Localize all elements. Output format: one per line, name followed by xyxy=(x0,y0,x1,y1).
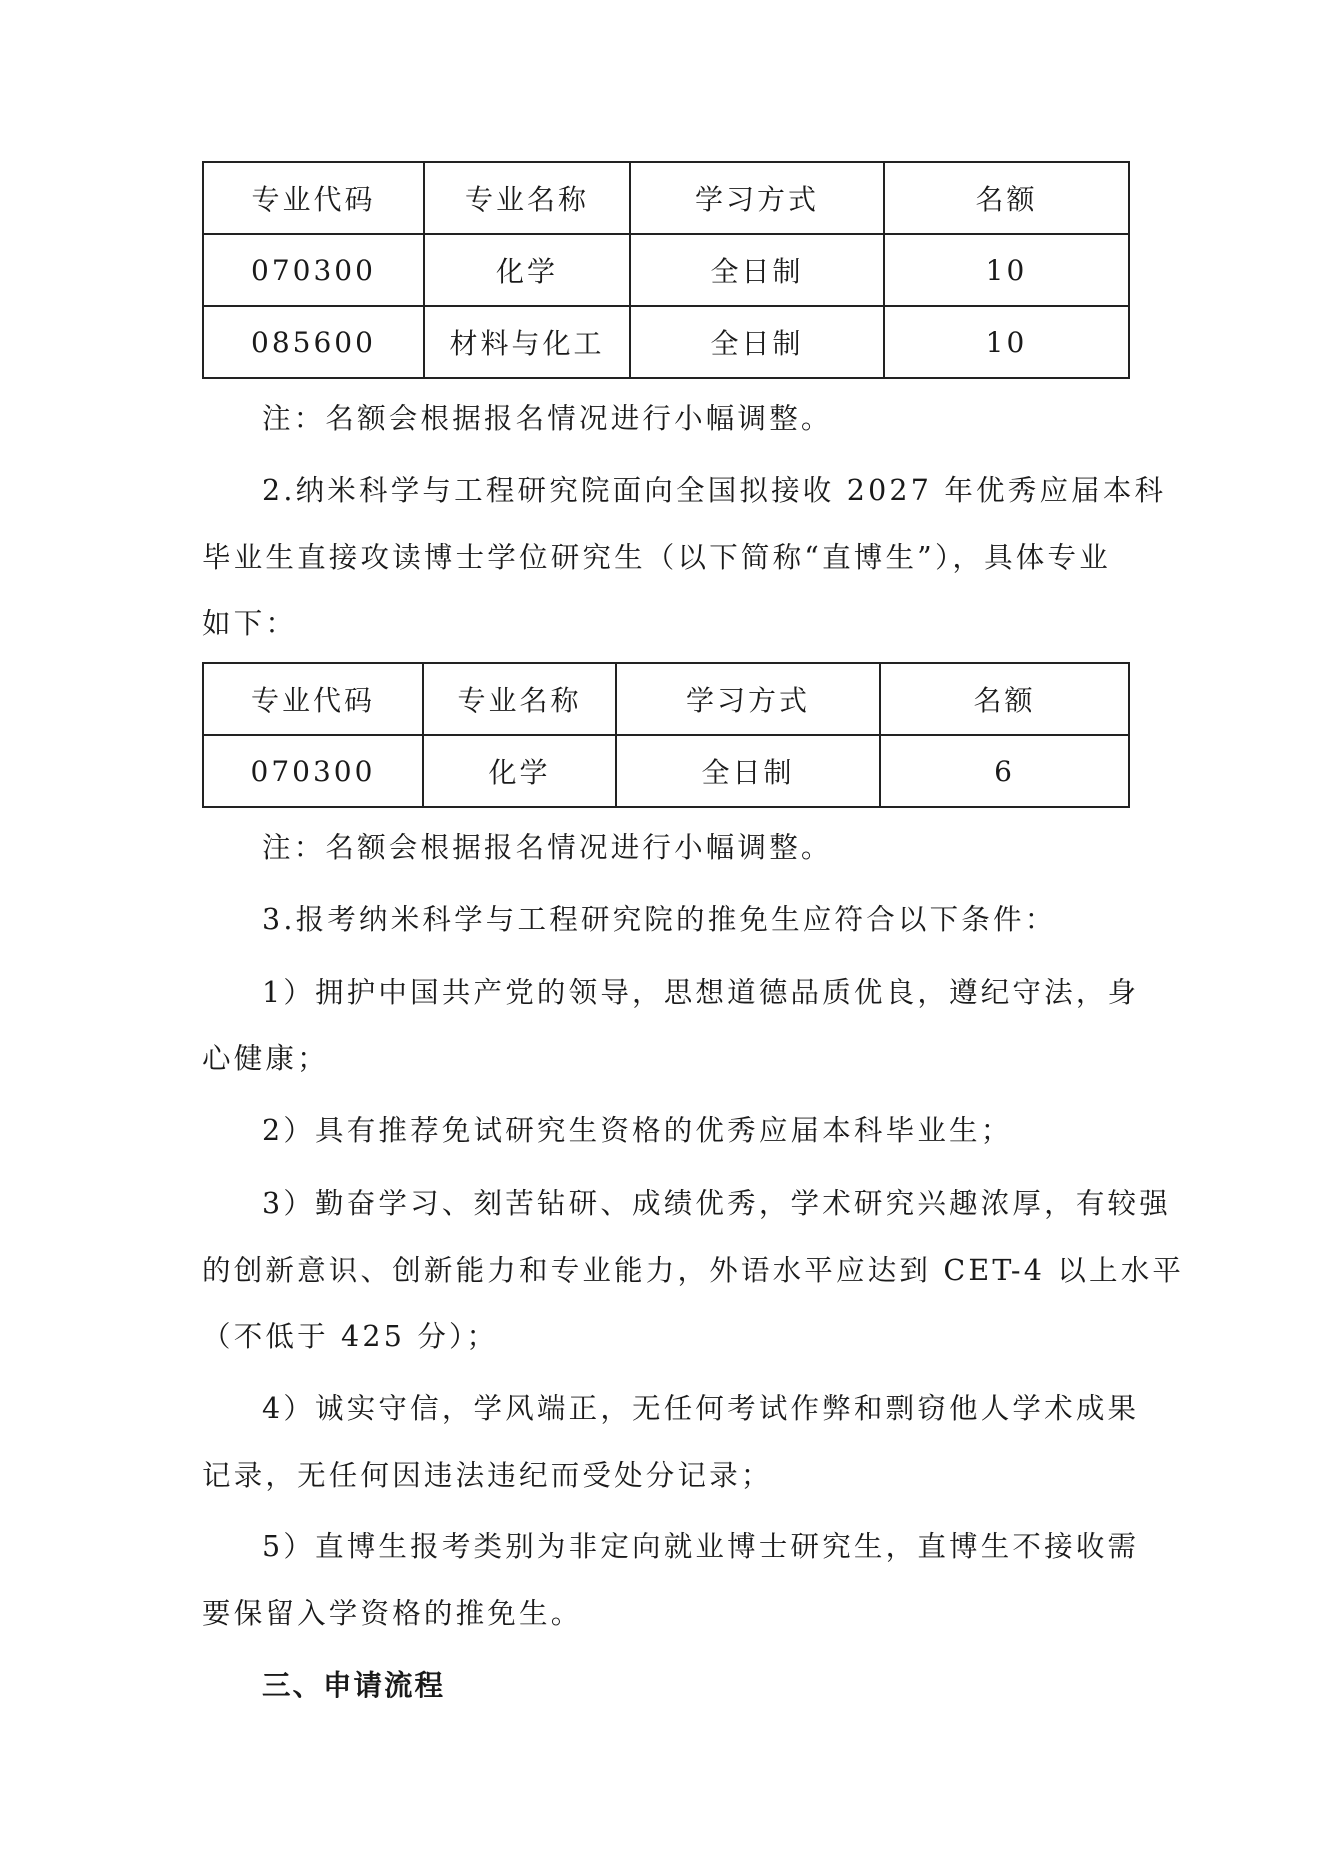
table-cell: 070300 xyxy=(203,735,423,807)
table-cell: 10 xyxy=(884,306,1129,378)
condition-line: 3）勤奋学习、刻苦钻研、成绩优秀，学术研究兴趣浓厚，有较强 xyxy=(262,1187,1171,1220)
condition-line: 记录，无任何因违法违纪而受处分记录； xyxy=(202,1459,773,1492)
header-cell: 学习方式 xyxy=(630,162,884,234)
table-cell: 全日制 xyxy=(630,234,884,306)
paragraph-line: 2.纳米科学与工程研究院面向全国拟接收 2027 年优秀应届本科 xyxy=(262,474,1167,507)
paragraph-line: 毕业生直接攻读博士学位研究生（以下简称“直博生”），具体专业 xyxy=(202,541,1111,574)
table-cell: 全日制 xyxy=(630,306,884,378)
condition-line: 4）诚实守信，学风端正，无任何考试作弊和剽窃他人学术成果 xyxy=(262,1392,1140,1425)
header-cell: 名额 xyxy=(884,162,1129,234)
header-cell: 专业名称 xyxy=(423,663,616,735)
header-cell: 名额 xyxy=(880,663,1129,735)
table-cell: 材料与化工 xyxy=(424,306,630,378)
table-cell: 10 xyxy=(884,234,1129,306)
condition-line: 1）拥护中国共产党的领导，思想道德品质优良，遵纪守法，身 xyxy=(262,976,1140,1009)
table-note: 注：名额会根据报名情况进行小幅调整。 xyxy=(262,831,833,864)
table-row xyxy=(203,234,1129,306)
condition-line: 心健康； xyxy=(202,1042,329,1075)
table-row xyxy=(203,735,1129,807)
condition-line: 2）具有推荐免试研究生资格的优秀应届本科毕业生； xyxy=(262,1114,1013,1147)
header-cell: 专业代码 xyxy=(203,663,423,735)
header-cell: 学习方式 xyxy=(616,663,880,735)
table-cell: 全日制 xyxy=(616,735,880,807)
paragraph-line: 3.报考纳米科学与工程研究院的推免生应符合以下条件： xyxy=(262,903,1057,936)
table-cell: 化学 xyxy=(424,234,630,306)
table-header-row xyxy=(203,663,1129,735)
condition-line: 的创新意识、创新能力和专业能力，外语水平应达到 CET-4 以上水平 xyxy=(202,1254,1185,1287)
header-cell: 专业代码 xyxy=(203,162,424,234)
quota-table-master xyxy=(202,161,1130,379)
condition-line: 5）直博生报考类别为非定向就业博士研究生，直博生不接收需 xyxy=(262,1530,1140,1563)
condition-line: （不低于 425 分）； xyxy=(202,1320,499,1353)
table-cell: 085600 xyxy=(203,306,424,378)
table-cell: 6 xyxy=(880,735,1129,807)
table-note: 注：名额会根据报名情况进行小幅调整。 xyxy=(262,402,833,435)
table-cell: 化学 xyxy=(423,735,616,807)
section-heading: 三、申请流程 xyxy=(262,1669,446,1702)
table-cell: 070300 xyxy=(203,234,424,306)
condition-line: 要保留入学资格的推免生。 xyxy=(202,1597,583,1630)
quota-table-direct-phd xyxy=(202,662,1130,808)
paragraph-line: 如下： xyxy=(202,607,298,640)
header-cell: 专业名称 xyxy=(424,162,630,234)
table-header-row xyxy=(203,162,1129,234)
table-row xyxy=(203,306,1129,378)
